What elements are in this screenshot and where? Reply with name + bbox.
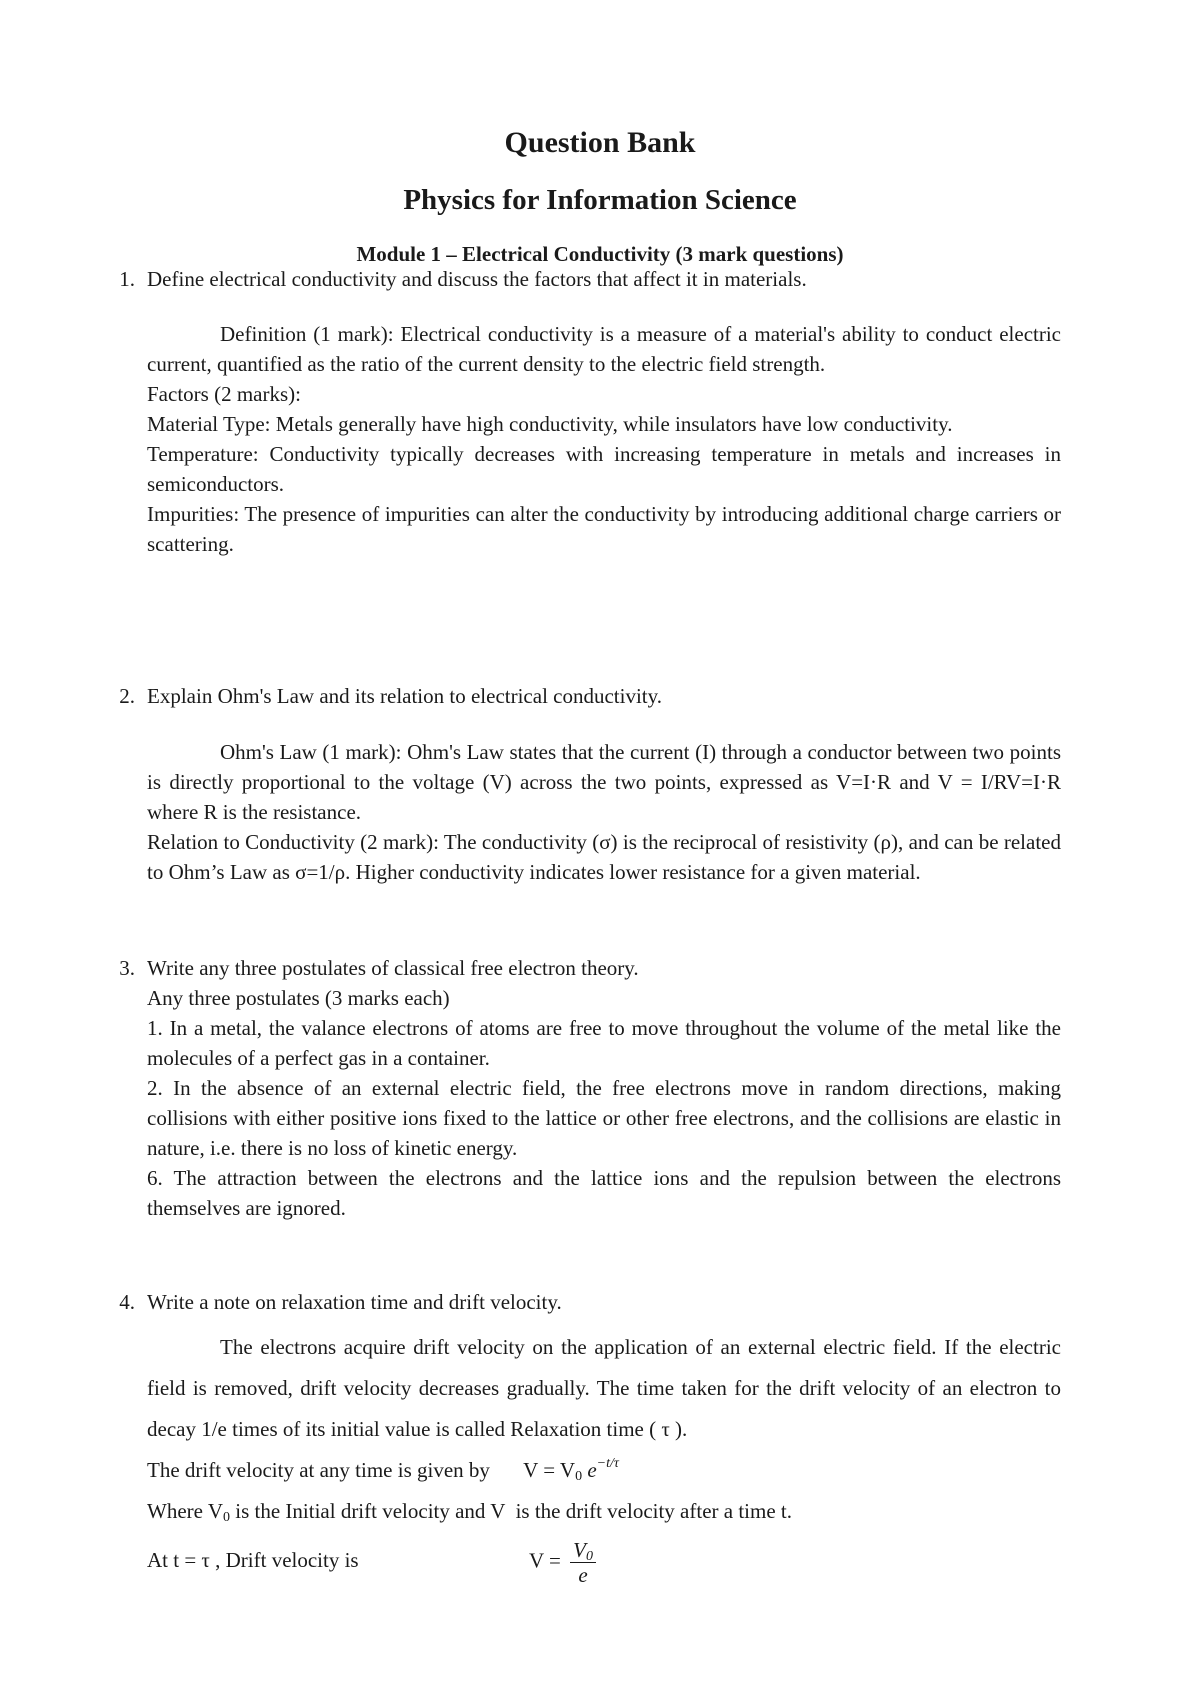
answer-paragraph: Material Type: Metals generally have high conductivity, while insulators have low conductivity.: [147, 412, 953, 436]
page-title: Question Bank: [504, 126, 696, 159]
question-text: Explain Ohm's Law and its relation to electrical conductivity.: [147, 684, 663, 708]
formula-label: The drift velocity at any time is given by: [147, 1458, 490, 1482]
fraction-numerator-subscript: 0: [585, 1549, 593, 1564]
answer-paragraph: Definition (1 mark): Electrical conductivity is a measure of a material's ability to conduct electric current, quantified as the ratio of the current density to the electric field strength.: [147, 322, 1061, 376]
fraction-numerator: [570, 1538, 596, 1563]
fraction-v0-over-e: [570, 1538, 596, 1587]
formula-exponential-base: e: [587, 1458, 597, 1482]
answer-paragraph: Any three postulates (3 marks each): [147, 986, 450, 1010]
answer-block: [147, 737, 1061, 887]
fraction-numerator-symbol: V: [573, 1538, 586, 1562]
drift-velocity-formula-line: [147, 1450, 1061, 1491]
where-line: [147, 1491, 1061, 1532]
where-suffix: is the Initial drift velocity and V is the drift velocity after a time t.: [230, 1499, 792, 1523]
module-heading: Module 1 – Electrical Conductivity (3 mark questions): [356, 242, 844, 266]
answer-paragraph: The electrons acquire drift velocity on the application of an external electric field. If the electric field is removed, drift velocity decreases gradually. The time taken for the drift velocity of an electron to decay 1/e times of its initial value is called Relaxation time ( τ ).: [147, 1335, 1061, 1441]
answer-block: [147, 1327, 1061, 1587]
answer-paragraph: 6. The attraction between the electrons and the lattice ions and the repulsion between the electrons themselves are ignored.: [147, 1166, 1061, 1220]
where-prefix: Where V: [147, 1499, 223, 1523]
question-text: Write a note on relaxation time and drift velocity.: [147, 1290, 562, 1314]
question-number: 3.: [119, 956, 135, 980]
answer-paragraph: Ohm's Law (1 mark): Ohm's Law states that the current (I) through a conductor between two points is directly proportional to the voltage (V) across the two points, expressed as V=I·R and V = I/RV=I·R where R is the resistance.: [147, 740, 1061, 824]
page-subtitle: Physics for Information Science: [403, 184, 797, 216]
formula-subscript: 0: [575, 1469, 583, 1484]
answer-paragraph: Relation to Conductivity (2 mark): The conductivity (σ) is the reciprocal of resistivity (ρ), and can be related to Ohm’s Law as σ=1/ρ. Higher conductivity indicates lower resistance for a given material.: [147, 830, 1061, 884]
answer-block: [147, 319, 1061, 559]
formula-lhs: V = V: [523, 1458, 576, 1482]
answer-block: [147, 983, 1061, 1223]
answer-paragraph: Factors (2 marks):: [147, 382, 301, 406]
formula-exponent: −t/τ: [596, 1456, 619, 1471]
question-number: 1.: [119, 267, 135, 291]
answer-paragraph: 1. In a metal, the valance electrons of atoms are free to move throughout the volume of the metal like the molecules of a perfect gas in a container.: [147, 1016, 1061, 1070]
answer-paragraph: Impurities: The presence of impurities can alter the conductivity by introducing additional charge carriers or scattering.: [147, 502, 1061, 556]
at-tau-label: At t = τ , Drift velocity is: [147, 1548, 359, 1573]
question-number: 2.: [119, 684, 135, 708]
where-subscript: 0: [223, 1510, 230, 1525]
at-tau-line: [147, 1538, 1061, 1587]
drift-velocity-formula: [523, 1450, 619, 1491]
answer-paragraph: Temperature: Conductivity typically decreases with increasing temperature in metals and increases in semiconductors.: [147, 442, 1061, 496]
question-number: 4.: [119, 1290, 135, 1314]
question-text: Define electrical conductivity and discuss the factors that affect it in materials.: [147, 267, 807, 291]
question-text: Write any three postulates of classical free electron theory.: [147, 956, 639, 980]
fraction-denominator: e: [578, 1563, 588, 1587]
answer-paragraph: 2. In the absence of an external electric field, the free electrons move in random directions, making collisions with either positive ions fixed to the lattice or other free electrons, and the collisions are elastic in nature, i.e. there is no loss of kinetic energy.: [147, 1076, 1061, 1160]
at-tau-lhs: V =: [529, 1548, 561, 1573]
